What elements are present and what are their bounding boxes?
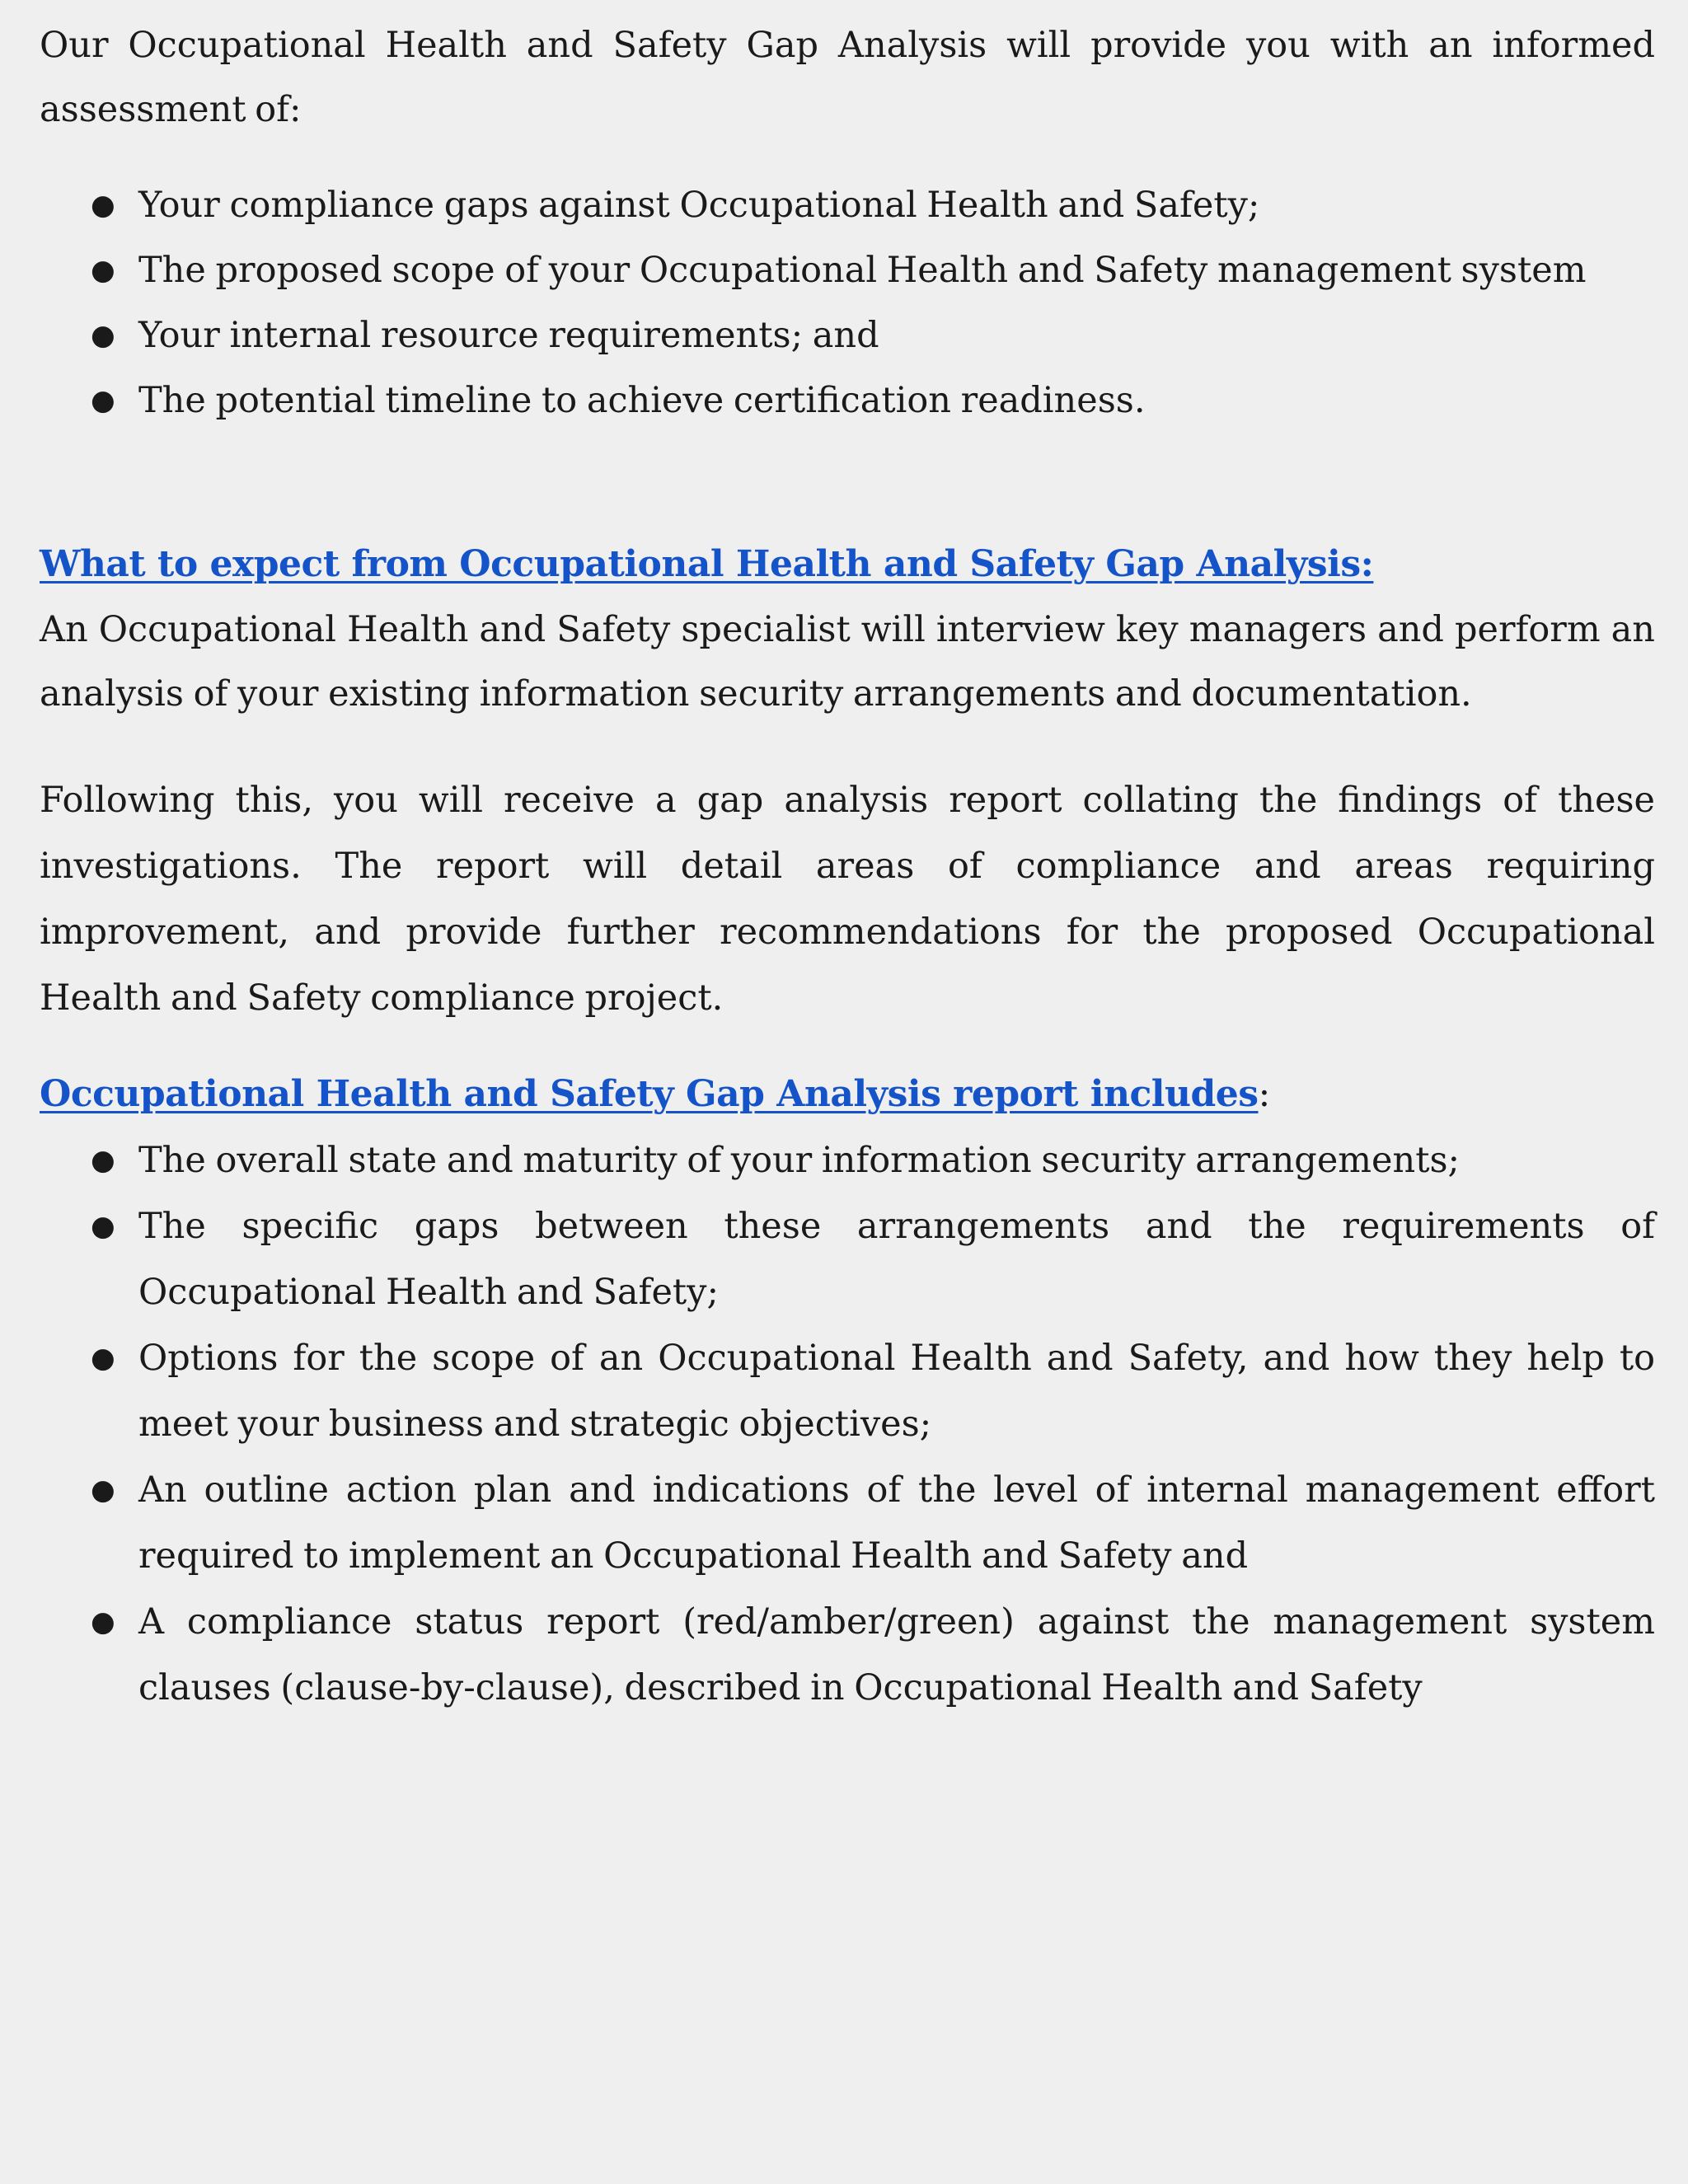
report-includes-list (91, 1127, 1655, 1721)
expect-heading-link[interactable]: What to expect from Occupational Health and Safety Gap Analysis: (40, 543, 1374, 585)
list-item-text: An outline action plan and indications of the level of internal management effort required to implement an Occupational Health and Safety and (138, 1469, 1655, 1577)
bullet-icon: ● (91, 1144, 115, 1177)
list-item (91, 303, 1655, 368)
list-item (91, 173, 1655, 238)
list-item-text: Options for the scope of an Occupational Health and Safety, and how they help to meet your business and strategic objectives; (138, 1338, 1655, 1445)
list-item (91, 1127, 1655, 1193)
list-item-text: Your compliance gaps against Occupational Health and Safety; (138, 185, 1260, 226)
bullet-icon: ● (91, 254, 115, 287)
list-item (91, 1193, 1655, 1325)
following-paragraph: Following this, you will receive a gap analysis report collating the findings of these investigations. The report will detail areas of compliance and areas requiring improvement, and provide further recommendations for the proposed Occupational Health and Safety compliance project. (40, 780, 1655, 1019)
assessment-list (91, 173, 1655, 434)
list-item-text: The potential timeline to achieve certification readiness. (138, 380, 1146, 421)
list-item-text: The specific gaps between these arrangements and the requirements of Occupational Health and Safety; (138, 1206, 1655, 1313)
bullet-icon: ● (91, 384, 115, 417)
expect-heading-row (40, 532, 1655, 598)
report-heading-link[interactable]: Occupational Health and Safety Gap Analysis report includes (40, 1073, 1259, 1115)
expect-paragraph: An Occupational Health and Safety specialist will interview key managers and perform an analysis of your existing information security arrangements and documentation. (40, 609, 1655, 715)
intro-paragraph: Our Occupational Health and Safety Gap Analysis will provide you with an informed assessment of: (40, 25, 1655, 130)
report-heading-row (40, 1062, 1655, 1127)
bullet-icon: ● (91, 1210, 115, 1243)
bullet-icon: ● (91, 1474, 115, 1507)
list-item (91, 1457, 1655, 1589)
bullet-icon: ● (91, 1342, 115, 1375)
bullet-icon: ● (91, 1605, 115, 1638)
list-item (91, 368, 1655, 434)
list-item-text: Your internal resource requirements; and (138, 315, 879, 356)
bullet-icon: ● (91, 319, 115, 352)
bullet-icon: ● (91, 189, 115, 222)
list-item (91, 238, 1655, 303)
list-item-text: The overall state and maturity of your information security arrangements; (138, 1140, 1461, 1181)
list-item-text: The proposed scope of your Occupational Health and Safety management system (138, 250, 1587, 291)
list-item (91, 1589, 1655, 1721)
list-item-text: A compliance status report (red/amber/green) against the management system clauses (clause-by-clause), described in Occupational Health and Safety (138, 1601, 1655, 1708)
list-item (91, 1325, 1655, 1457)
report-heading-colon: : (1258, 1073, 1271, 1115)
